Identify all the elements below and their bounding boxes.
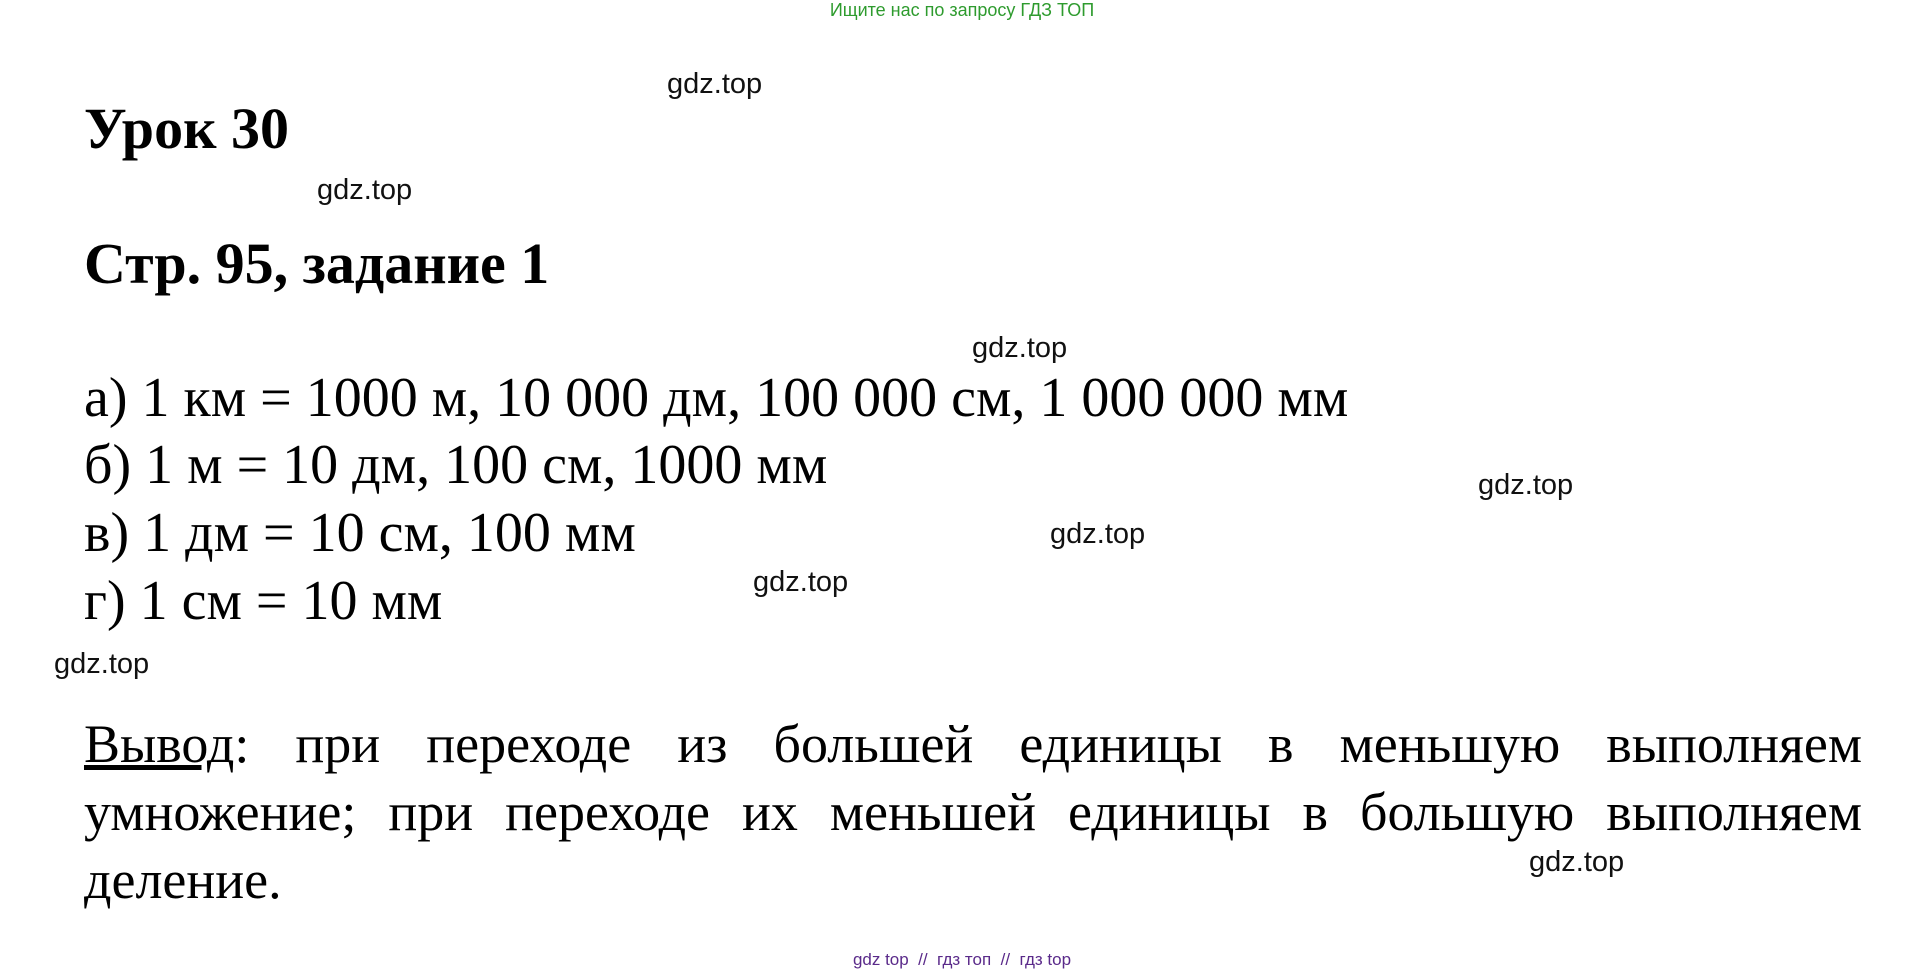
top-banner: Ищите нас по запросу ГДЗ ТОП: [829, 0, 1095, 20]
watermark: gdz.top: [753, 566, 849, 598]
conclusion-text: : при переходе из большей единицы в меньшую выполняем умножение; при переходе их меньшей единицы в большую выполняем деление.: [84, 714, 1862, 910]
answer-line-a: а) 1 км = 1000 м, 10 000 дм, 100 000 см, 1 000 000 мм: [84, 367, 1349, 429]
lesson-title: Урок 30: [84, 96, 289, 161]
conclusion-paragraph: [84, 710, 1862, 914]
watermark: gdz.top: [1529, 846, 1625, 878]
watermark: gdz.top: [1478, 469, 1574, 501]
conclusion-label: Вывод: [84, 714, 235, 774]
answer-line-b: б) 1 м = 10 дм, 100 см, 1000 мм: [84, 434, 828, 496]
watermark: gdz.top: [317, 174, 413, 206]
answer-line-c: в) 1 дм = 10 см, 100 мм: [84, 502, 636, 564]
task-title: Стр. 95, задание 1: [84, 231, 550, 296]
answer-line-d: г) 1 см = 10 мм: [84, 570, 443, 632]
watermark: gdz.top: [1050, 518, 1146, 550]
footer-watermark: gdz top // гдз топ // гдз top: [852, 950, 1072, 969]
watermark: gdz.top: [667, 68, 763, 100]
watermark: gdz.top: [54, 648, 150, 680]
watermark: gdz.top: [972, 332, 1068, 364]
